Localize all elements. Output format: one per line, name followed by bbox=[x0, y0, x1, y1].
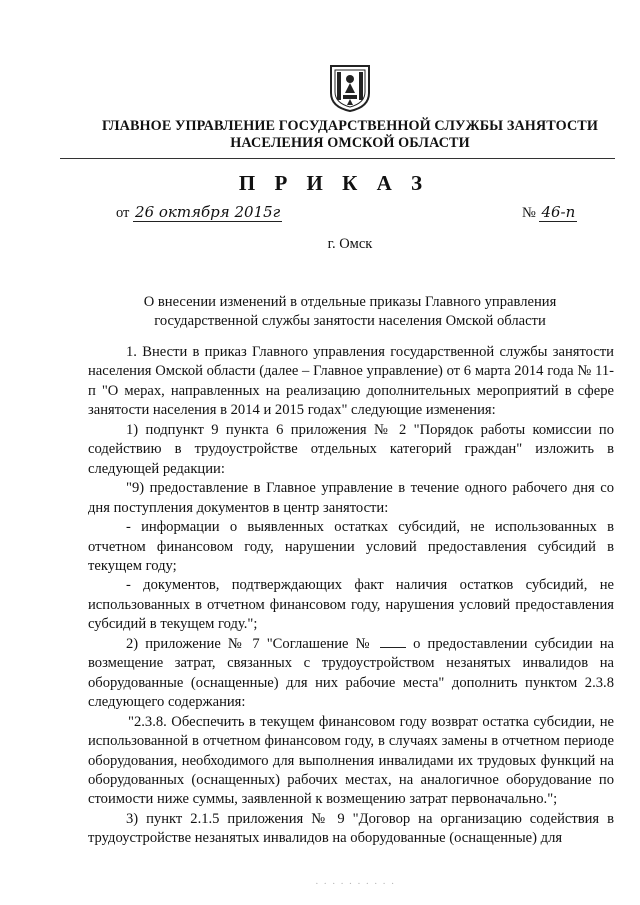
paragraph-6-rest: о предоставлении субсидии на возмещение затрат, связанных с трудоустройством незанятых инвалидов на оборудованные (оснащенные) для них рабочие места" дополнить пунктом 2.3.8 следующего содержания: bbox=[88, 635, 615, 711]
subject-line-2: государственной службы занятости населения Омской области bbox=[154, 313, 546, 329]
paragraph-6 bbox=[88, 635, 614, 713]
paragraph-8: 3) пункт 2.1.5 приложения № 9 "Договор на организацию содействия в трудоустройстве незанятых инвалидов на оборудованные (оснащенные) для bbox=[88, 810, 614, 847]
paragraph-6-start: 2) приложение № 7 "Соглашение № bbox=[126, 635, 373, 652]
handwritten-number: 46-п bbox=[541, 203, 576, 221]
city: г. Омск bbox=[327, 236, 373, 252]
subject-line-1: О внесении изменений в отдельные приказы Главного управления bbox=[143, 294, 557, 310]
date-field bbox=[116, 203, 282, 222]
org-line-1: ГЛАВНОЕ УПРАВЛЕНИЕ ГОСУДАРСТВЕННОЙ СЛУЖБЫ ЗАНЯТОСТИ bbox=[101, 118, 599, 134]
handwritten-date: 26 октября 2015г bbox=[135, 203, 281, 221]
omsk-coat-of-arms-icon bbox=[328, 63, 372, 113]
organization-name bbox=[100, 118, 600, 152]
org-line-2: НАСЕЛЕНИЯ ОМСКОЙ ОБЛАСТИ bbox=[230, 135, 470, 151]
number-field bbox=[522, 203, 577, 222]
paragraph-3: "9) предоставление в Главное управление в течение одного рабочего дня со дня поступления документов в центр занятости: bbox=[88, 480, 614, 516]
paragraph-1: 1. Внести в приказ Главного управления государственной службы занятости населения Омской области (далее – Главное управление) от 6 марта 2014 года № 11-п "О мерах, направленных на реализацию дополнительных мероприятий в сфере занятости населения в 2014 и 2015 годах" следующие изменения: bbox=[88, 344, 614, 419]
document-type-title: П Р И К А З bbox=[238, 171, 430, 195]
paragraph-2: 1) подпункт 9 пункта 6 приложения № 2 "Порядок работы комиссии по содействию в трудоустройстве отдельных категорий граждан" изложить в следующей редакции: bbox=[88, 421, 614, 477]
date-prefix: от bbox=[116, 205, 130, 221]
header-divider bbox=[60, 158, 615, 159]
paragraph-4: - информации о выявленных остатках субсидий, не использованных в отчетном финансовом году, нарушении условий предоставления субсидий в текущем году; bbox=[88, 519, 614, 574]
paragraph-5: - документов, подтверждающих факт наличия остатков субсидий, не использованных в отчетном финансовом году, нарушения условий предоставления субсидий в текущем году."; bbox=[88, 577, 614, 633]
number-prefix: № bbox=[522, 205, 536, 221]
document-subject bbox=[80, 293, 620, 331]
faint-footer-mark: · · · · · · · · · · bbox=[315, 878, 396, 890]
blank-number-line bbox=[380, 635, 406, 648]
paragraph-7: "2.3.8. Обеспечить в текущем финансовом году возврат остатка субсидии, не использованной в отчетном финансовом году, в случаях замены в отчетном периоде оборудования, необходимого для выполнения инвалидами их трудовых функций на оборудованных (оснащенных) рабочих местах, на аналогичное оборудование по стоимости ниже суммы, заявленной к возмещению затрат первоначально."; bbox=[88, 713, 614, 808]
document-body bbox=[88, 343, 614, 849]
